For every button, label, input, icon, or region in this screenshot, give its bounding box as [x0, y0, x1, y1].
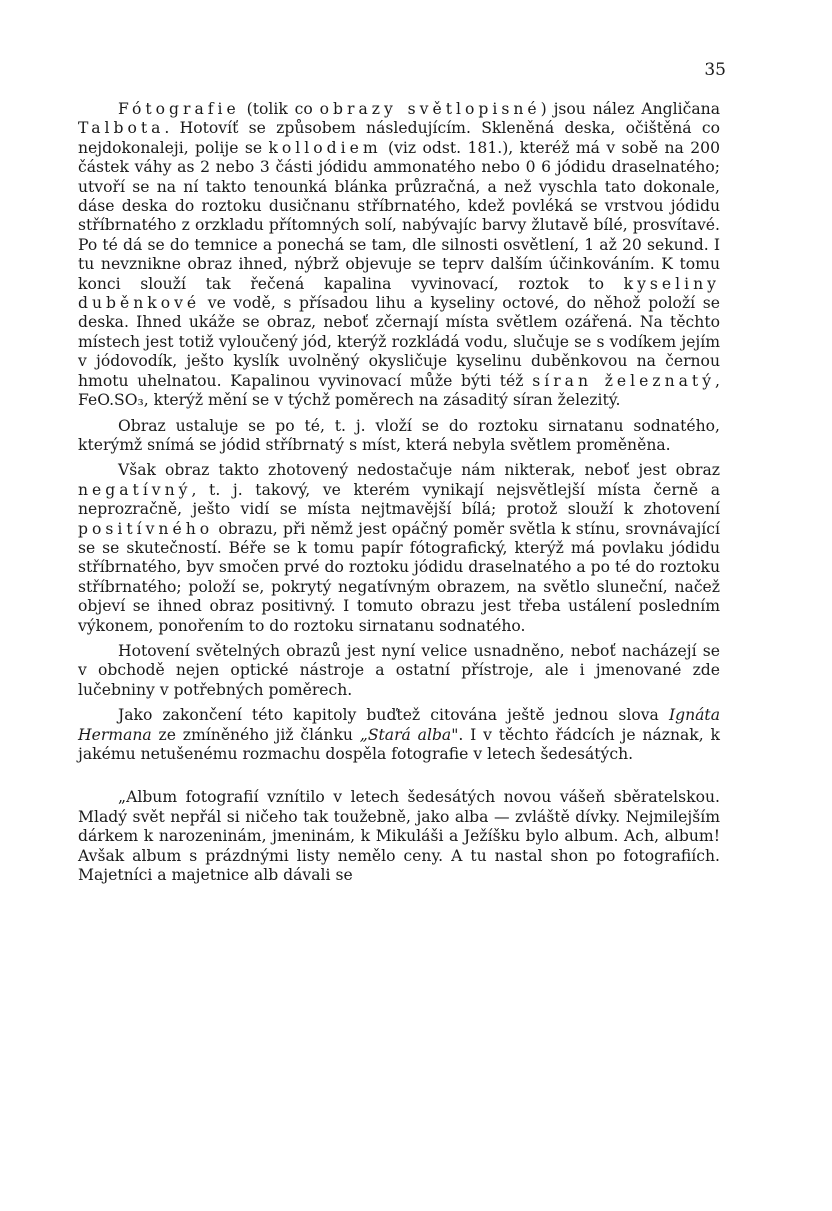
text-run: Však obraz takto zhotovený nedostačuje nám nikterak, neboť jest obraz [118, 461, 720, 480]
text-run: ve vodě, s přísadou lihu a kyseliny octové, do něhož položí se deska. Ihned ukáže se obraz, neboť zčernají místa světlem ozářená. Na těchto místech jest totiž vyloučený jód, kterýž rozkládá vodu, slučuje se s vodíkem jejím v jódovodík, ješto kyslík uvolněný okysličuje kyselinu duběnkovou na černou hmotu uhelnatou. Kapalinou vyvinovací může býti též [78, 294, 720, 390]
spaced-term: kyseliny duběnkové [78, 274, 720, 313]
spaced-term: kollodiem [268, 138, 382, 157]
spaced-term: Fótografie [118, 100, 240, 118]
paragraph-negative-positive [78, 461, 720, 636]
spaced-term: negatívný [78, 480, 192, 499]
text-run: , FeO.SO₃, kterýž mění se v týchž poměrech na zásaditý síran železitý. [78, 371, 720, 410]
paragraph-herman-citation [78, 706, 720, 764]
body-text [78, 100, 720, 885]
text-run: Obraz ustaluje se po té, t. j. vloží se do roztoku sirnatanu sodnatého, kterýmž snímá se jódid stříbrnatý s míst, která nebyla světlem proměněna. [78, 416, 720, 454]
text-run: „Album fotografií vznítilo v letech šedesátých novou vášeň sběratelskou. Mladý svět nepřál si ničeho tak toužebně, jako alba — zvláště dívky. Nejmilejším dárkem k narozeninám, jmeninám, k Mikuláši a Ježíšku bylo album. Ach, album! Avšak album s prázdnými listy nemělo ceny. A tu nastal shon po fotografiích. Majetníci a majetnice alb dávali se [78, 788, 720, 885]
spaced-term: Talbota [78, 119, 165, 138]
text-run: Jako zakončení této kapitoly buďtež citována ještě jednou slova [118, 706, 669, 725]
text-run: . I v těchto řádcích je náznak, k jakému netušenému rozmachu dospěla fotografie v letech šedesátých. [78, 725, 720, 763]
text-run: . Hotovíť se způsobem následujícím. Skleněná deska, očištěná co nejdokonaleji, polije se [78, 119, 720, 157]
paragraph-modern-production [78, 642, 720, 700]
text-run: ) jsou nález Angličana [540, 100, 720, 118]
italic-term: „Stará alba" [359, 725, 459, 744]
paragraph-photography-intro [78, 100, 720, 411]
text-run: (tolik co [239, 100, 320, 118]
paragraph-album-quote [78, 788, 720, 885]
spaced-term: obrazy světlopisné [319, 100, 541, 118]
text-run: Hotovení světelných obrazů jest nyní velice usnadněno, neboť nacházejí se v obchodě nejen optické nástroje a ostatní přístroje, ale i jmenované zde lučebniny v potřebných poměrech. [78, 641, 720, 699]
text-run: (viz odst. 181.), kteréž má v sobě na 200 částek váhy as 2 nebo 3 části jódidu ammonatého nebo 0 6 jódidu draselnatého; utvoří se na ní takto tenounká blánka průzračná, a než vyschla tato dokonale, dáse deska do roztoku dusičnanu stříbrnatého, kdež povléká se vrstvou jódidu stříbrnatého z orzkladu přítomných solí, nabývajíc barvy žlutavě bílé, prosvítavé. Po té dá se do temnice a ponechá se tam, dle silnosti osvětlení, 1 až 20 sekund. I tu nevznikne obraz ihned, nýbrž objevuje se teprv dalším účinkováním. K tomu konci slouží tak řečená kapalina vyvinovací, roztok to [78, 138, 720, 293]
spaced-term: síran železnatý [532, 371, 716, 390]
text-run: obrazu, při němž jest opáčný poměr světla k stínu, srovnávající se se skutečností. Béře se k tomu papír fótografický, kterýž má povlaku jódidu stříbrnatého, byv smočen prvé do roztoku jódidu draselnatého a po té do roztoku stříbrnatého; položí se, pokrytý negatívným obrazem, na světlo sluneční, načež objeví se ihned obraz positivný. I tomuto obrazu jest třeba ustálení posledním výkonem, ponořením to do roztoku sirnatanu sodnatého. [78, 519, 720, 635]
page-number: 35 [704, 60, 726, 80]
paragraph-fixing [78, 417, 720, 456]
text-run: , t. j. takový, ve kterém vynikají nejsvětlejší místa černě a neprozračně, ješto vidí se místa nejtmavější bílá; protož slouží k zhotovení [78, 480, 720, 519]
italic-term: Ignáta Hermana [78, 706, 720, 744]
spaced-term: positívného [78, 519, 214, 538]
text-run: ze zmíněného již článku [151, 725, 360, 744]
